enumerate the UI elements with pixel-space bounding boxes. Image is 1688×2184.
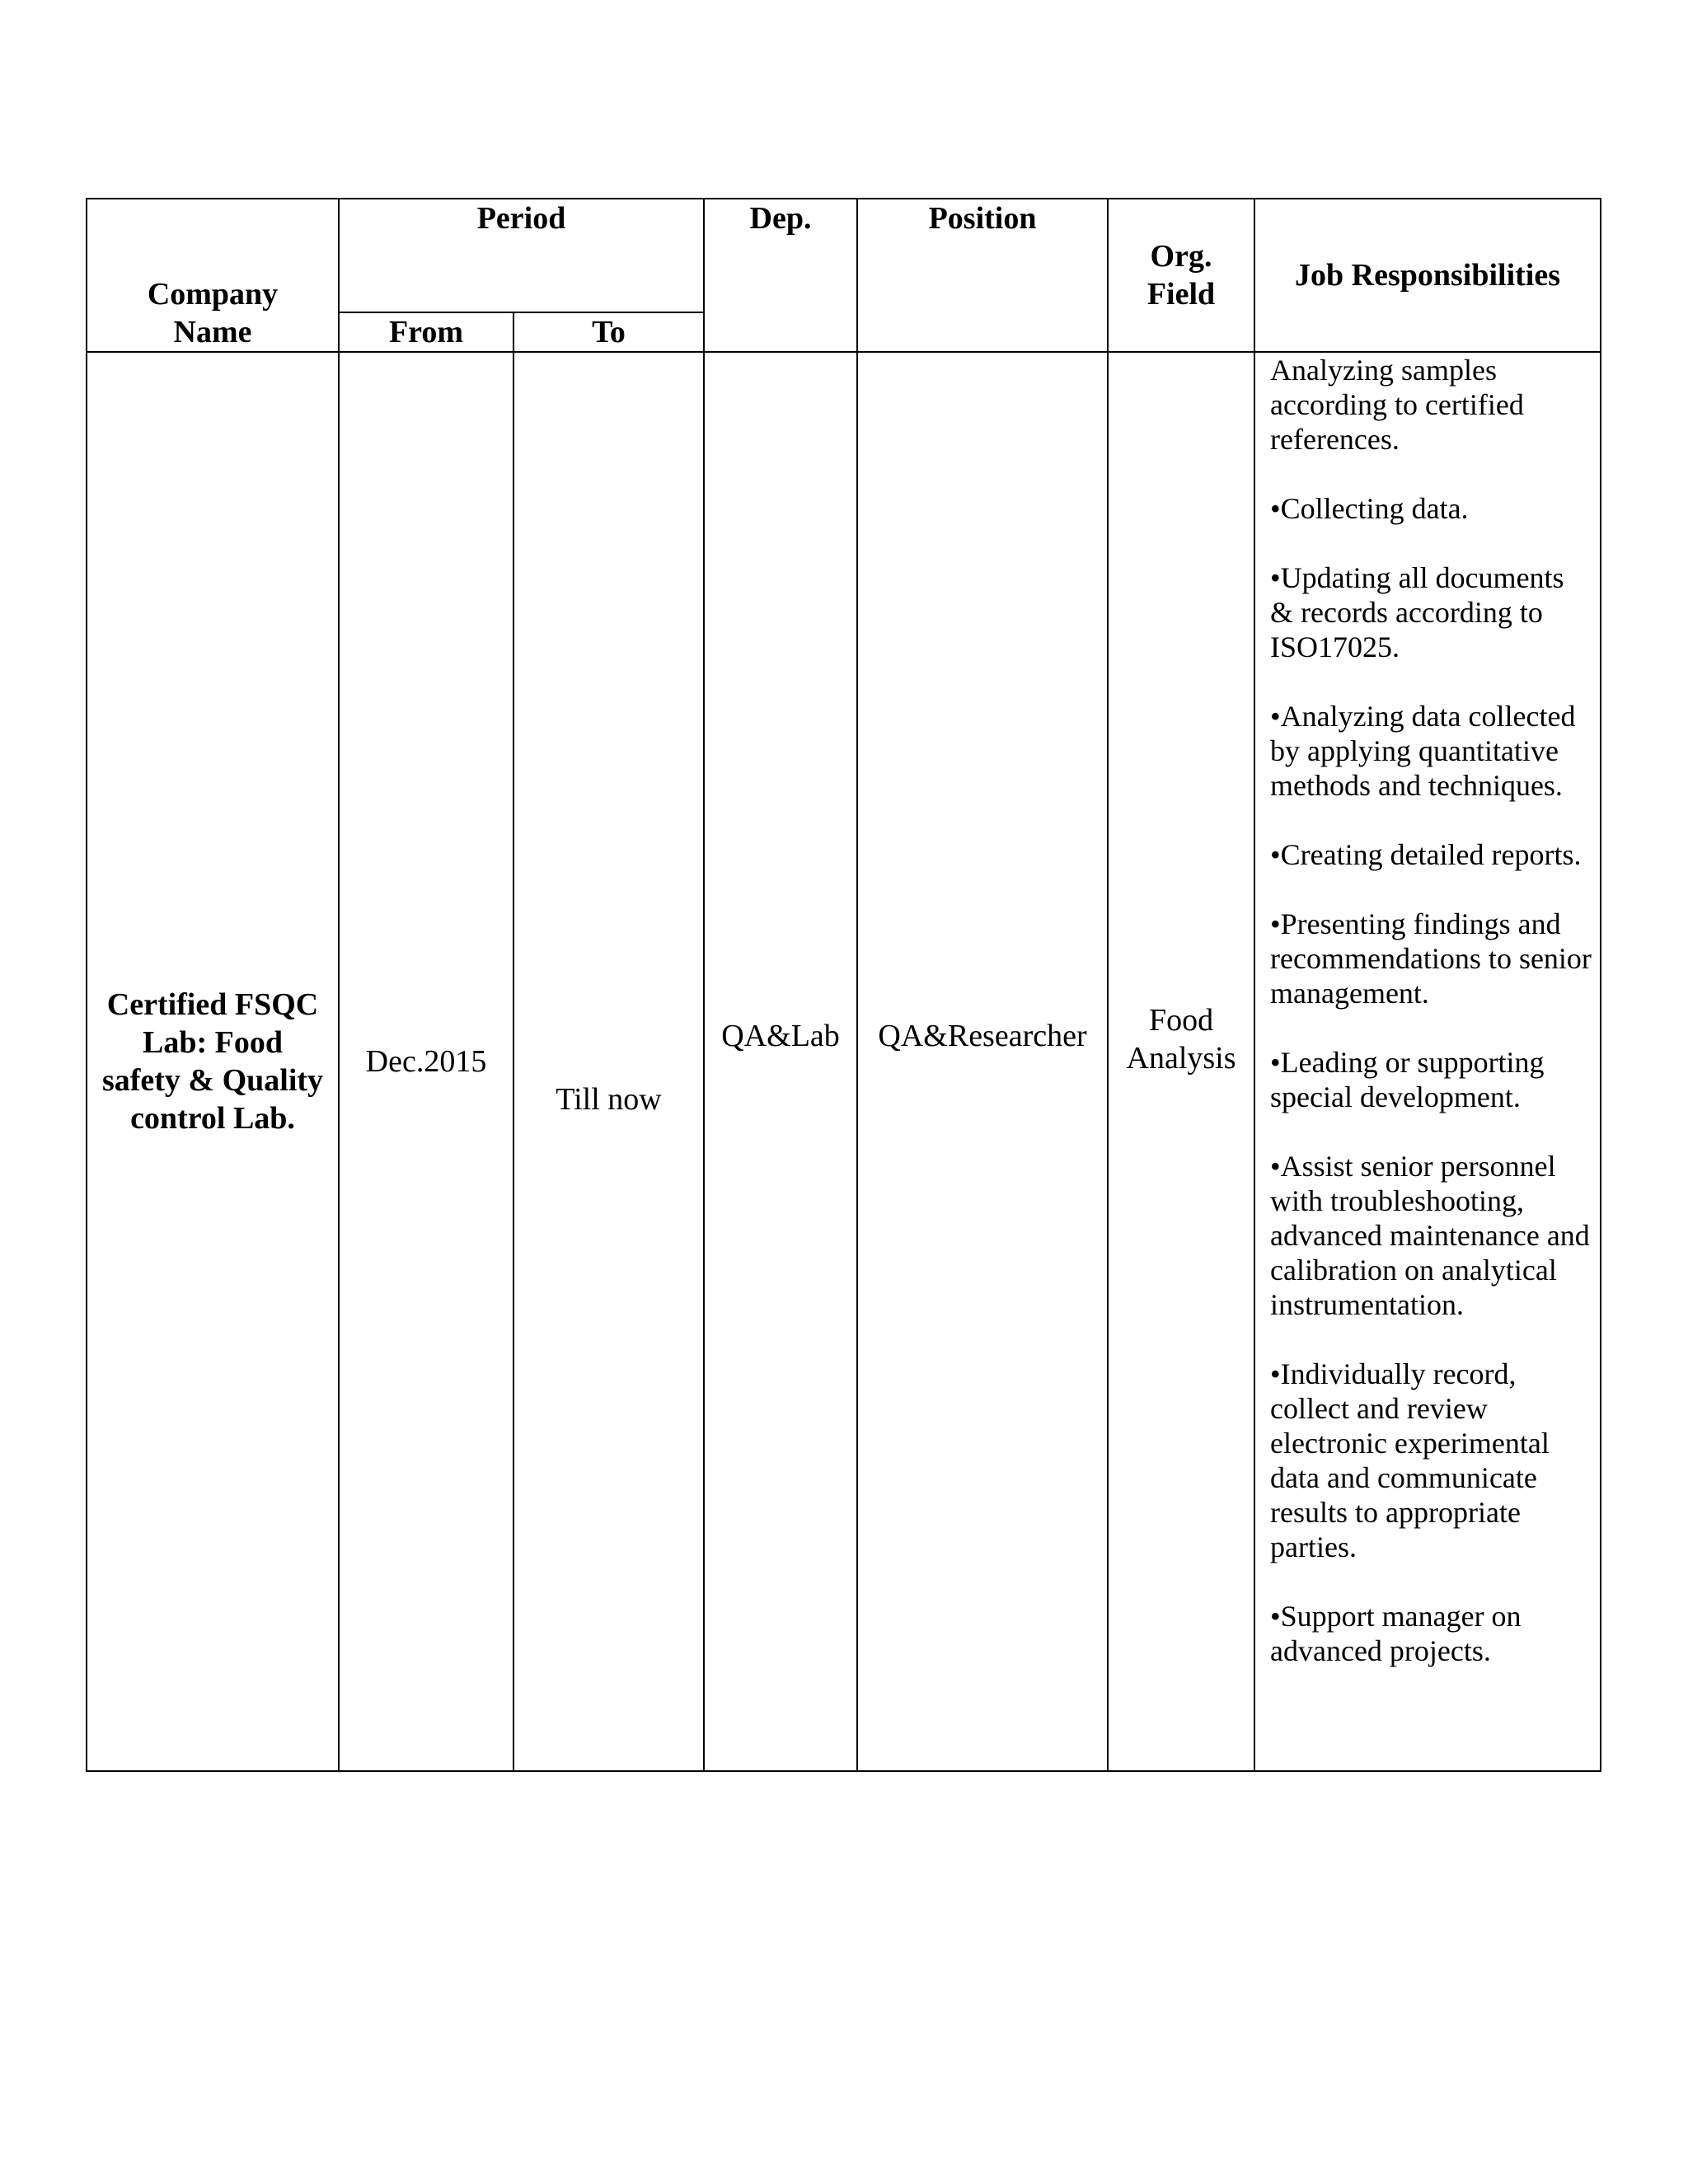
header-company-name: Company Name <box>87 199 339 352</box>
list-item: Analyzing samples according to certified references. <box>1270 354 1524 456</box>
responsibility-list <box>1270 353 1592 1668</box>
department-cell: QA&Lab <box>704 352 857 1771</box>
header-org-field: Org. Field <box>1108 199 1254 352</box>
list-item: •Collecting data. <box>1270 492 1469 525</box>
to-date-cell: Till now <box>513 352 704 1771</box>
list-item: •Presenting findings and recommendations to senior management. <box>1270 907 1592 1010</box>
list-item: •Assist senior personnel with troubleshooting, advanced maintenance and calibration on analytical instrumentation. <box>1270 1150 1590 1321</box>
header-to: To <box>513 312 704 352</box>
header-from: From <box>339 312 513 352</box>
list-item: •Creating detailed reports. <box>1270 838 1582 871</box>
list-item: •Analyzing data collected by applying quantitative methods and techniques. <box>1270 700 1576 802</box>
list-item: •Leading or supporting special development. <box>1270 1046 1545 1113</box>
list-item: •Individually record, collect and review electronic experimental data and communicate results to appropriate parties. <box>1270 1357 1550 1563</box>
list-item: •Support manager on advanced projects. <box>1270 1600 1522 1667</box>
from-date-cell: Dec.2015 <box>339 352 513 1771</box>
job-responsibilities-cell <box>1254 352 1601 1771</box>
header-job-responsibilities: Job Responsibilities <box>1254 199 1601 352</box>
header-position: Position <box>857 199 1108 352</box>
list-item: •Updating all documents & records according to ISO17025. <box>1270 561 1564 663</box>
company-name-cell: Certified FSQC Lab: Food safety & Quality control Lab. <box>87 352 339 1771</box>
org-field-cell: Food Analysis <box>1108 352 1254 1771</box>
header-period: Period <box>339 199 704 312</box>
position-cell: QA&Researcher <box>857 352 1108 1771</box>
table-row <box>87 352 1601 1771</box>
header-row <box>87 199 1601 312</box>
header-dep: Dep. <box>704 199 857 352</box>
work-experience-table <box>86 198 1601 1772</box>
